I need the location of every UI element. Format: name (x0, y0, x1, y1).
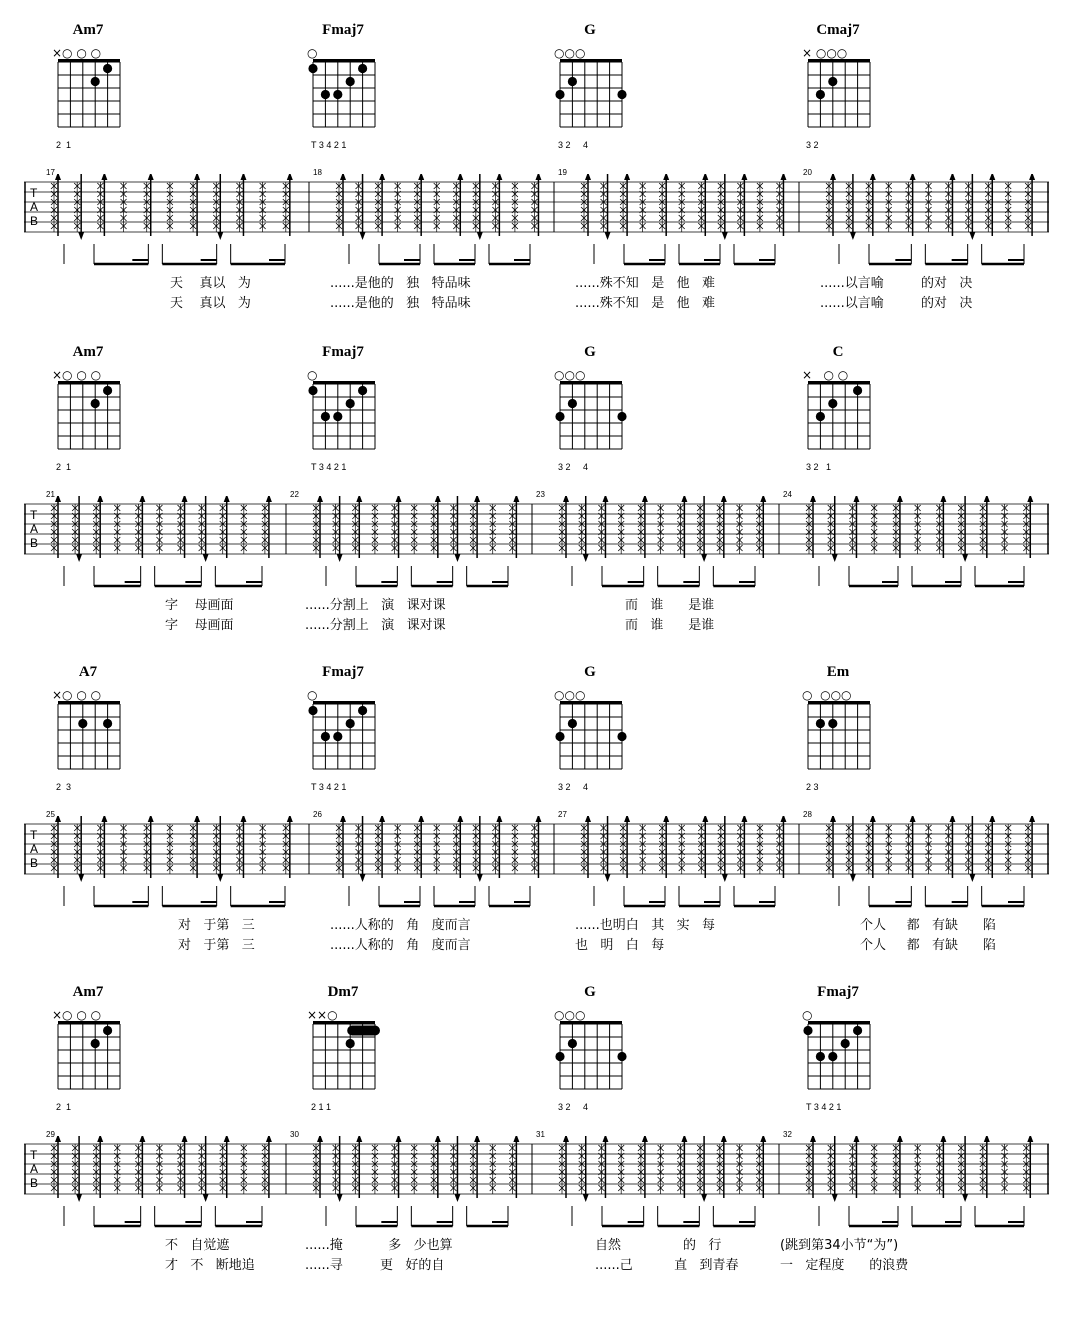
tab-label-letter: A (30, 522, 39, 536)
tab-label-letter: A (30, 200, 39, 214)
measure-number: 28 (803, 810, 812, 819)
lyric-line: 天 真以 为 (170, 276, 251, 291)
tab-row (0, 344, 1080, 644)
measure-number: 17 (46, 168, 55, 177)
chord-diagram (798, 22, 878, 152)
chord-diagram (550, 664, 630, 794)
chord-diagram (303, 344, 383, 474)
lyric-line: 字 母画面 (165, 598, 234, 613)
lyric-line: ......人称的 角 度而言 (330, 938, 471, 953)
lyric-line: (跳到第34小节“为”) (780, 1238, 899, 1253)
finger-numbers: 3 2 1 (806, 462, 832, 472)
staff-lines (24, 496, 1049, 596)
finger-numbers: 2 1 (56, 140, 72, 150)
open-muted-markers: ○ (802, 1008, 813, 1022)
measure-number: 21 (46, 490, 55, 499)
chord-name: Cmaj7 (816, 22, 860, 38)
chord-name: C (832, 344, 844, 360)
chord-diagram (550, 344, 630, 474)
open-muted-markers: ○ (307, 46, 318, 60)
lyric-line: ......殊不知 是 他 难 (575, 276, 715, 291)
chord-diagram (48, 22, 128, 152)
finger-numbers: 2 1 1 (311, 1102, 332, 1112)
open-muted-markers: ○ ○○○ (802, 688, 852, 702)
chord-name: G (584, 664, 596, 680)
measure-number: 24 (783, 490, 792, 499)
measure-number: 31 (536, 1130, 545, 1139)
chord-name: Em (826, 664, 850, 680)
lyric-line: 个人 都 有缺 陷 (860, 918, 996, 933)
tab-staff (24, 490, 1049, 556)
finger-numbers: T 3 4 2 1 (311, 462, 347, 472)
lyric-line: 也 明 白 每 (575, 938, 665, 953)
tab-staff (24, 810, 1049, 876)
chord-diagram (798, 984, 878, 1114)
lyric-line: ......人称的 角 度而言 (330, 918, 471, 933)
measure-number: 23 (536, 490, 545, 499)
chord-name: Am7 (72, 984, 104, 1000)
open-muted-markers: ○○○ (554, 1008, 586, 1022)
tab-label-letter: T (30, 508, 38, 522)
staff-lines (24, 1136, 1049, 1236)
open-muted-markers: ○○○ (554, 688, 586, 702)
measure-number: 30 (290, 1130, 299, 1139)
measure-number: 26 (313, 810, 322, 819)
measure-number: 22 (290, 490, 299, 499)
lyric-line: ......是他的 独 特品味 (330, 296, 471, 311)
tab-staff (24, 168, 1049, 234)
chord-name: G (584, 344, 596, 360)
finger-numbers: 3 2 4 (558, 462, 589, 472)
measure-number: 20 (803, 168, 812, 177)
tab-label-letter: T (30, 828, 38, 842)
lyric-line: ......是他的 独 特品味 (330, 276, 471, 291)
tab-label-letter: A (30, 842, 39, 856)
chord-name: G (584, 22, 596, 38)
chord-diagram (550, 22, 630, 152)
tab-label-letter: A (30, 1162, 39, 1176)
lyric-line: ......殊不知 是 他 难 (575, 296, 715, 311)
chord-name: Fmaj7 (322, 664, 364, 680)
finger-numbers: T 3 4 2 1 (311, 140, 347, 150)
chord-name: Am7 (72, 22, 104, 38)
chord-diagram (48, 664, 128, 794)
finger-numbers: 3 2 (806, 140, 819, 150)
finger-numbers: 2 1 (56, 1102, 72, 1112)
lyric-line: 个人 都 有缺 陷 (860, 938, 996, 953)
finger-numbers: T 3 4 2 1 (806, 1102, 842, 1112)
finger-numbers: 3 2 4 (558, 1102, 589, 1112)
measure-number: 32 (783, 1130, 792, 1139)
chord-name: Fmaj7 (322, 344, 364, 360)
lyric-line: ......分割上 演 课对课 (305, 618, 446, 633)
chord-diagram (48, 344, 128, 474)
open-muted-markers: ×○ ○ ○ (52, 688, 102, 702)
open-muted-markers: × ○ ○ (802, 368, 849, 382)
lyric-line: 不 自觉遮 (165, 1238, 230, 1253)
open-muted-markers: ×○ ○ ○ (52, 46, 102, 60)
open-muted-markers: × ○○○ (802, 46, 848, 60)
lyric-line: 字 母画面 (165, 618, 234, 633)
tab-row (0, 984, 1080, 1284)
measure-number: 27 (558, 810, 567, 819)
open-muted-markers: ○○○ (554, 368, 586, 382)
chord-name: Fmaj7 (322, 22, 364, 38)
chord-diagram (48, 984, 128, 1114)
lyric-line: 而 谁 是谁 (625, 618, 715, 633)
open-muted-markers: ××○ (307, 1008, 338, 1022)
tab-label-letter: T (30, 186, 38, 200)
lyric-line: ......以言喻 的对 决 (820, 296, 973, 311)
lyric-line: 一 定程度 的浪费 (780, 1258, 909, 1273)
lyric-line: 天 真以 为 (170, 296, 251, 311)
open-muted-markers: ○○○ (554, 46, 586, 60)
chord-name: Fmaj7 (817, 984, 859, 1000)
lyric-line: 才 不 断地追 (165, 1258, 255, 1273)
lyric-line: 对 于第 三 (178, 938, 255, 953)
staff-lines (24, 174, 1049, 274)
lyric-line: ......分割上 演 课对课 (305, 598, 446, 613)
lyric-line: ......也明白 其 实 每 (575, 918, 715, 933)
tab-label-letter: T (30, 1148, 38, 1162)
lyric-line: ......掩 多 少也算 (305, 1238, 453, 1253)
chord-name: Dm7 (327, 984, 359, 1000)
tab-row (0, 664, 1080, 964)
chord-diagram (303, 664, 383, 794)
tab-staff (24, 1130, 1049, 1196)
measure-number: 19 (558, 168, 567, 177)
chord-diagram (303, 22, 383, 152)
lyric-line: ......己 直 到青春 (595, 1258, 739, 1273)
finger-numbers: 2 3 (806, 782, 819, 792)
lyric-line: 而 谁 是谁 (625, 598, 715, 613)
open-muted-markers: ×○ ○ ○ (52, 1008, 102, 1022)
finger-numbers: 3 2 4 (558, 140, 589, 150)
chord-diagram (798, 664, 878, 794)
chord-name: Am7 (72, 344, 104, 360)
finger-numbers: 2 1 (56, 462, 72, 472)
finger-numbers: 3 2 4 (558, 782, 589, 792)
open-muted-markers: ○ (307, 688, 318, 702)
chord-diagram (798, 344, 878, 474)
open-muted-markers: ×○ ○ ○ (52, 368, 102, 382)
lyric-line: ......以言喻 的对 决 (820, 276, 973, 291)
tab-label-letter: B (30, 1176, 39, 1190)
chord-diagram (303, 984, 383, 1114)
finger-numbers: 2 3 (56, 782, 72, 792)
measure-number: 25 (46, 810, 55, 819)
lyric-line: 对 于第 三 (178, 918, 255, 933)
tab-label-letter: B (30, 536, 39, 550)
tab-row (0, 22, 1080, 322)
staff-lines (24, 816, 1049, 916)
chord-name: A7 (78, 664, 98, 680)
measure-number: 18 (313, 168, 322, 177)
lyric-line: 自然 的 行 (595, 1238, 722, 1253)
tab-label-letter: B (30, 856, 39, 870)
open-muted-markers: ○ (307, 368, 318, 382)
chord-diagram (550, 984, 630, 1114)
chord-name: G (584, 984, 596, 1000)
measure-number: 29 (46, 1130, 55, 1139)
tab-label-letter: B (30, 214, 39, 228)
finger-numbers: T 3 4 2 1 (311, 782, 347, 792)
lyric-line: ......寻 更 好的自 (305, 1258, 445, 1273)
